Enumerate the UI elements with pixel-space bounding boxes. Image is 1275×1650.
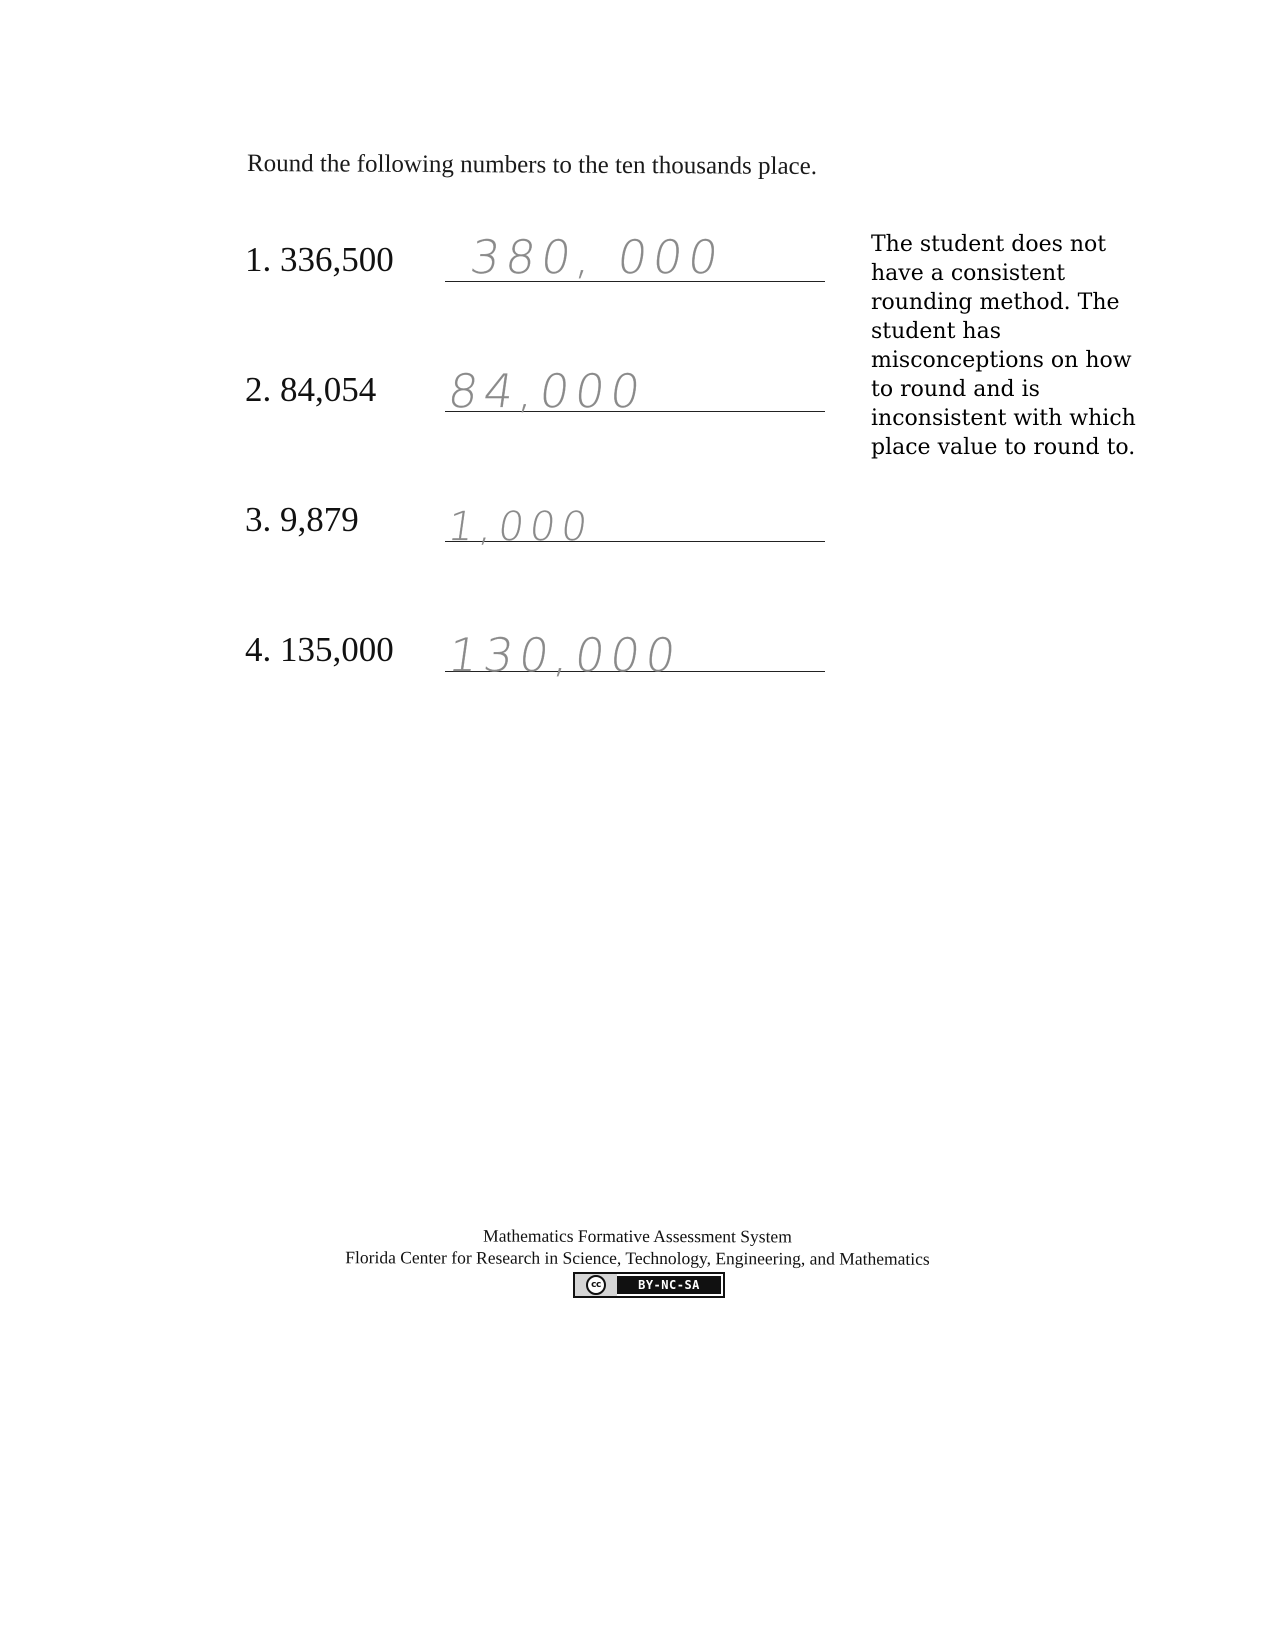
problem-item bbox=[245, 358, 835, 418]
footer-system-name: Mathematics Formative Assessment System bbox=[483, 1225, 792, 1247]
footer bbox=[0, 1225, 1275, 1269]
handwritten-answer: 1,000 bbox=[445, 504, 596, 550]
problem-item bbox=[245, 228, 835, 288]
handwritten-answer: 84,000 bbox=[445, 364, 650, 418]
problem-label: 2. 84,054 bbox=[245, 370, 377, 409]
problem-item bbox=[245, 488, 835, 548]
footer-center-name: Florida Center for Research in Science, Technology, Engineering, and Mathematics bbox=[345, 1247, 930, 1269]
problem-item bbox=[245, 618, 835, 682]
problem-label: 1. 336,500 bbox=[245, 240, 394, 279]
problem-label: 3. 9,879 bbox=[245, 500, 359, 539]
license-text: BY-NC-SA bbox=[617, 1276, 721, 1294]
instruction-text: Round the following numbers to the ten thousands place. bbox=[246, 150, 818, 180]
cc-icon bbox=[575, 1274, 617, 1296]
license-badge bbox=[573, 1272, 725, 1298]
problem-label: 4. 135,000 bbox=[245, 630, 394, 669]
handwritten-answer: 130,000 bbox=[445, 628, 685, 682]
teacher-comment: The student does not have a consistent rounding method. The student has misconceptions on how to round and is inconsistent with which place value to round to. bbox=[871, 232, 1136, 460]
cc-circle: cc bbox=[586, 1275, 606, 1295]
handwritten-answer: 380, 000 bbox=[467, 230, 728, 284]
